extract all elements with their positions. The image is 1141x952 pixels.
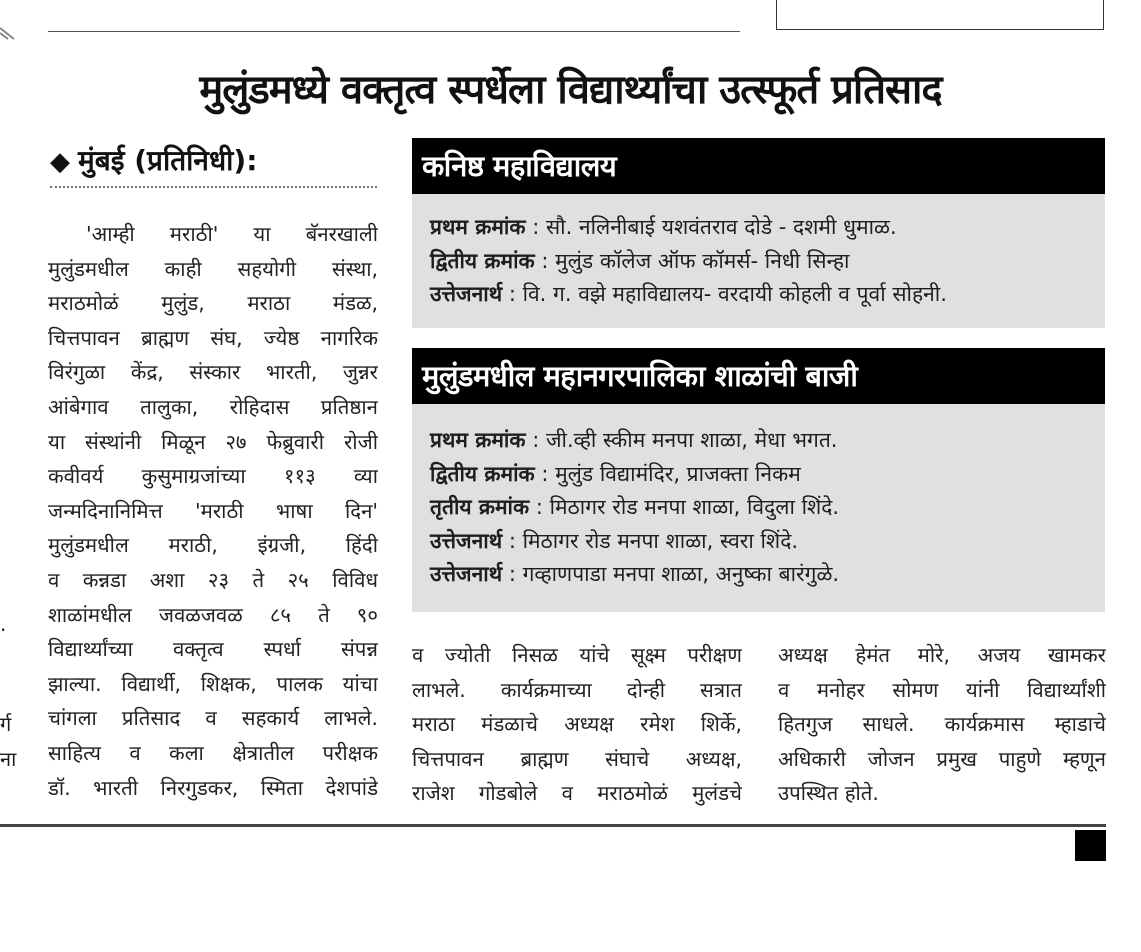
result-value: : वि. ग. वझे महाविद्यालय- वरदायी कोहली व पूर्वा सोहनी. — [508, 282, 947, 307]
corner-slash-icon — [0, 26, 18, 40]
article-line: मराठा मंडळाचे अध्यक्ष रमेश शिर्के, — [412, 712, 742, 737]
result-label: द्वितीय क्रमांक — [430, 248, 535, 273]
article-line: व ज्योती निसळ यांचे सूक्ष्म परीक्षण — [412, 643, 742, 667]
edge-fragment: . — [0, 612, 7, 636]
article-line: कवीवर्य कुसुमाग्रजांच्या ११३ व्या — [48, 464, 378, 489]
article-line: चित्तपावन ब्राह्मण संघाचे अध्यक्ष, — [412, 746, 742, 771]
article-line: व कन्नडा अशा २३ ते २५ विविध — [48, 567, 378, 592]
result-value: : मिठागर रोड मनपा शाळा, स्वरा शिंदे. — [508, 528, 799, 553]
result-value: : मिठागर रोड मनपा शाळा, विदुला शिंदे. — [535, 495, 840, 520]
top-rule — [48, 31, 740, 32]
result-row — [430, 491, 1105, 525]
result-value: : सौ. नलिनीबाई यशवंतराव दोडे - दशमी धुमाळ. — [532, 215, 897, 239]
result-label: उत्तेजनार्थ — [430, 528, 503, 553]
result-label: तृतीय क्रमांक — [430, 495, 530, 520]
result-label: उत्तेजनार्थ — [430, 562, 503, 587]
result-label: द्वितीय क्रमांक — [430, 461, 535, 486]
article-line: उपस्थित होते. — [778, 781, 879, 806]
article-line: लाभले. कार्यक्रमाच्या दोन्ही सत्रात — [412, 677, 742, 702]
dotted-rule — [50, 186, 377, 188]
result-row — [430, 458, 1105, 492]
end-mark-square-icon — [1075, 830, 1106, 861]
result-label: प्रथम क्रमांक — [430, 428, 526, 452]
result-value: : मुलुंड कॉलेज ऑफ कॉमर्स- निधी सिन्हा — [541, 248, 850, 273]
article-line: जन्मदिनानिमित्त 'मराठी भाषा दिन' — [48, 498, 378, 523]
results-box-junior-college-title: कनिष्ठ महाविद्यालय — [412, 138, 1105, 194]
result-row — [430, 558, 1105, 592]
article-line: आंबेगाव तालुका, रोहिदास प्रतिष्ठान — [48, 394, 378, 419]
edge-fragment: र्ग — [0, 712, 12, 736]
article-line: साहित्य व कला क्षेत्रातील परीक्षक — [48, 740, 378, 765]
article-line: मुलुंडमधील मराठी, इंग्रजी, हिंदी — [48, 533, 378, 558]
result-label: उत्तेजनार्थ — [430, 282, 503, 307]
article-line: अधिकारी जोजन प्रमुख पाहुणे म्हणून — [778, 746, 1106, 771]
article-line: अध्यक्ष हेमंत मोरे, अजय खामकर — [778, 643, 1106, 667]
article-line: शाळांमधील जवळजवळ ८५ ते ९० — [48, 602, 378, 627]
article-line: चित्तपावन ब्राह्मण संघ, ज्येष्ठ नागरिक — [48, 325, 378, 350]
bottom-rule — [0, 824, 1106, 827]
article-line: या संस्थांनी मिळून २७ फेब्रुवारी रोजी — [48, 429, 378, 454]
article-line: चांगला प्रतिसाद व सहकार्य लाभले. — [48, 706, 378, 731]
result-label: प्रथम क्रमांक — [430, 215, 526, 239]
article-line: व मनोहर सोमण यांनी विद्यार्थ्यांशी — [778, 677, 1106, 702]
article-column-middle — [412, 638, 742, 811]
dateline — [50, 140, 380, 186]
result-row — [430, 424, 1105, 458]
article-line: डॉ. भारती निरगुडकर, स्मिता देशपांडे — [48, 775, 378, 800]
result-row — [430, 278, 1105, 312]
article-line: झाल्या. विद्यार्थी, शिक्षक, पालक यांचा — [48, 671, 378, 696]
diamond-icon: ◆ — [50, 147, 70, 177]
dateline-text: मुंबई (प्रतिनिधी): — [78, 144, 258, 177]
result-value: : मुलुंड विद्यामंदिर, प्राजक्ता निकम — [541, 461, 801, 486]
result-row — [430, 211, 1105, 245]
headline: मुलुंडमध्ये वक्तृत्व स्पर्धेला विद्यार्थ्यांचा उत्स्फूर्त प्रतिसाद — [199, 67, 942, 113]
article-line: राजेश गोडबोले व मराठमोळं मुलंडचे — [412, 781, 742, 806]
result-value: : गव्हाणपाडा मनपा शाळा, अनुष्का बारंगुळे. — [508, 562, 840, 587]
results-box-junior-college — [412, 194, 1105, 328]
article-line: मराठमोळं मुलुंड, मराठा मंडळ, — [48, 291, 378, 316]
article-line: विरंगुळा केंद्र, संस्कार भारती, जुन्नर — [48, 360, 378, 385]
article-column-left — [48, 217, 378, 805]
article-line: मुलुंडमधील काही सहयोगी संस्था, — [48, 256, 378, 281]
result-value: : जी.व्ही स्कीम मनपा शाळा, मेधा भगत. — [532, 428, 838, 452]
results-box-municipal-schools-title: मुलुंडमधील महानगरपालिका शाळांची बाजी — [412, 348, 1105, 404]
results-box-municipal-schools — [412, 404, 1105, 612]
article-line: 'आम्ही मराठी' या बॅनरखाली — [86, 222, 378, 246]
result-row — [430, 525, 1105, 559]
result-row — [430, 245, 1105, 279]
article-column-right — [778, 638, 1106, 811]
top-box — [776, 0, 1104, 30]
article-line: विद्यार्थ्यांच्या वक्तृत्व स्पर्धा संपन्न — [48, 637, 378, 662]
edge-fragment: ना — [0, 747, 17, 771]
article-line: हितगुज साधले. कार्यक्रमास म्हाडाचे — [778, 712, 1106, 737]
